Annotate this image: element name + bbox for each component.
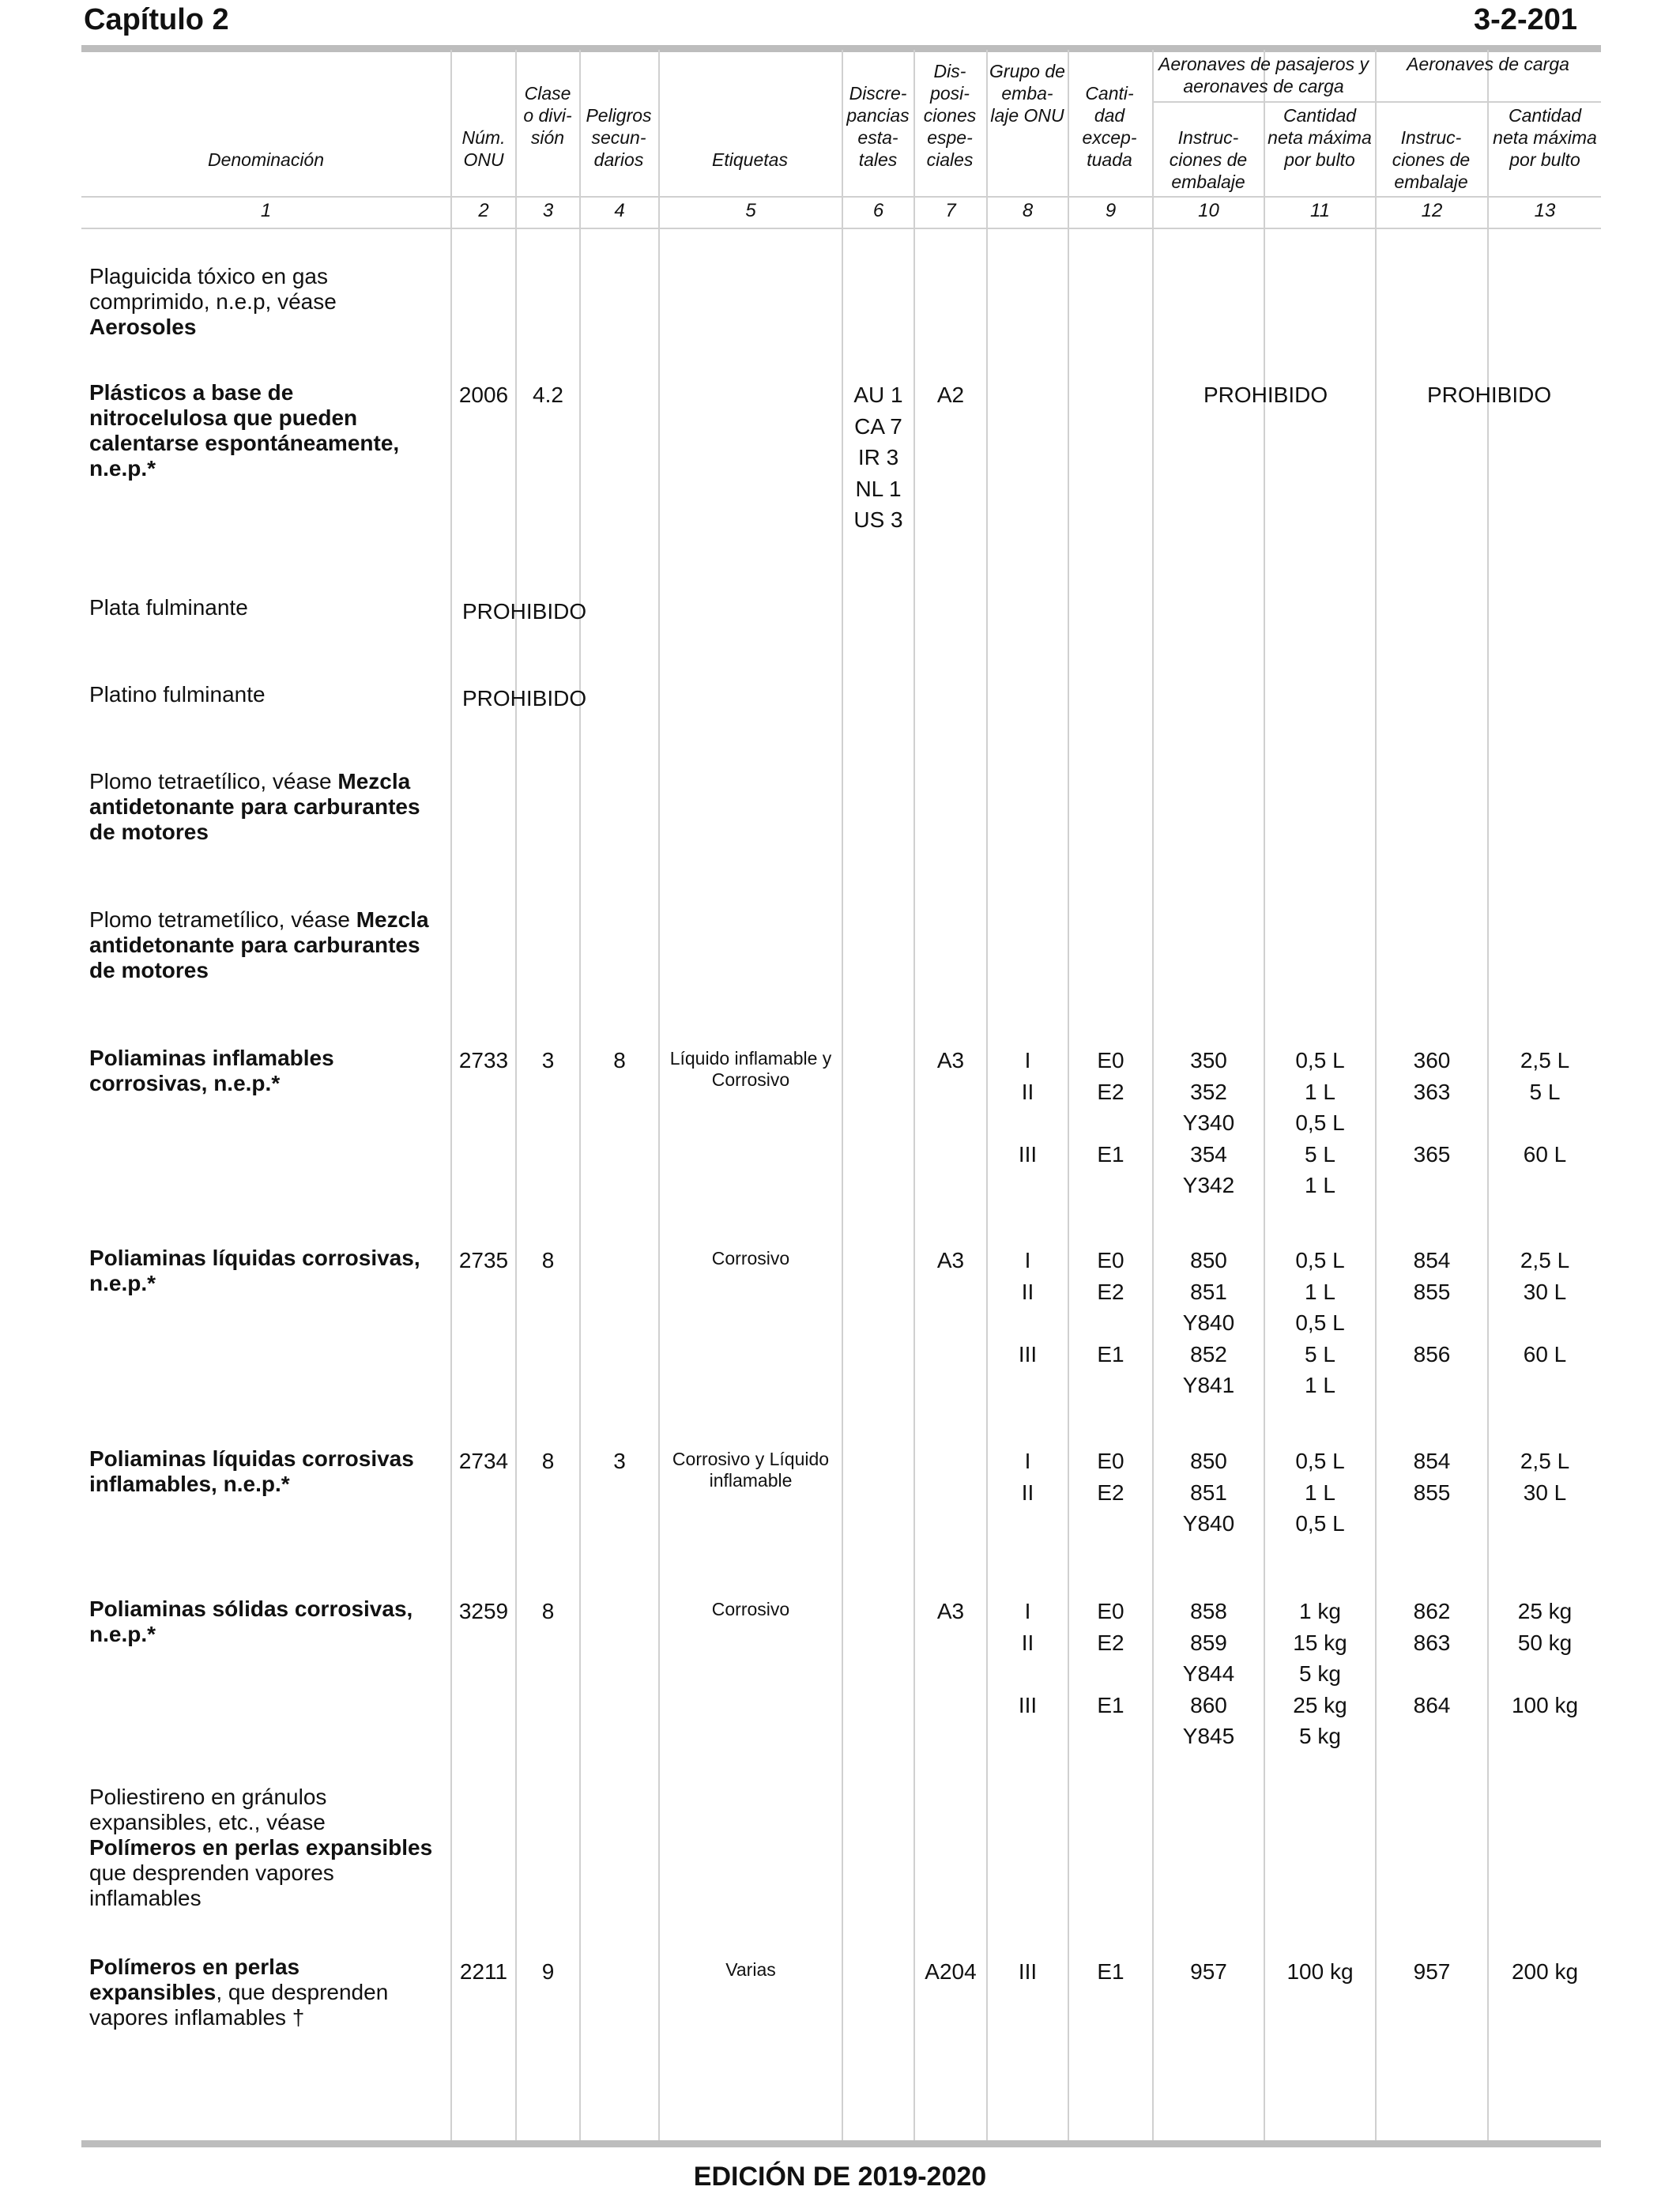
column-number: 7 (945, 200, 956, 221)
max-quantity-cargo: 2,5 L 30 L 60 L (1520, 1248, 1570, 1367)
entry-name-bold: Polímeros en perlas expansibles (89, 1955, 300, 2004)
un-number: 2734 (458, 1449, 509, 1473)
header-denominacion: Denominación (207, 149, 325, 170)
un-number: 2006 (458, 383, 509, 407)
entry-name-bold: Aerosoles (89, 315, 197, 339)
entry-name-plain: Plomo tetrametílico, véase (89, 907, 350, 932)
column-number: 3 (542, 200, 554, 221)
prohibited-cargo: PROHIBIDO (1427, 383, 1552, 407)
hazard-label: Varias (725, 1959, 776, 1980)
edition-footer: EDICIÓN DE 2019-2020 (693, 2162, 987, 2192)
packing-instruction-passenger: 350 352 Y340 354 Y342 (1182, 1048, 1235, 1197)
excepted-quantity: E0 E2 E1 (1097, 1048, 1124, 1167)
column-number: 6 (872, 200, 884, 221)
column-number: 4 (614, 200, 625, 221)
entry-name (89, 1785, 437, 1911)
hazard-label: Corrosivo (711, 1248, 790, 1269)
entry-name-bold: Mezcla antidetonante para carburantes de motores (89, 769, 420, 844)
group-header-cargo: Aeronaves de carga (1407, 54, 1569, 74)
excepted-quantity: E0 E2 (1097, 1449, 1124, 1505)
prohibited-entry: PROHIBIDO (462, 686, 587, 711)
packing-group: I II III (1018, 1248, 1038, 1367)
entry-name-bold: Poliaminas inflamables corrosivas, n.e.p.* (89, 1046, 334, 1095)
entry-name-bold: Mezcla antidetonante para carburantes de motores (89, 907, 429, 982)
max-quantity-passenger: 100 kg (1286, 1959, 1354, 1984)
header-grupo-embalaje: Grupo de emba- laje ONU (989, 61, 1065, 126)
entry-name-plain: Plaguicida tóxico en gas comprimido, n.e.p, véase (89, 264, 337, 314)
bottom-rule (81, 2140, 1601, 2147)
entry-name (89, 1446, 437, 1497)
col-divider (842, 50, 843, 2141)
packing-group: I II III (1018, 1048, 1038, 1167)
packing-instruction-cargo: 862 863 864 (1413, 1599, 1451, 1717)
header-discrepancias: Discre- pancias esta- tales (846, 83, 910, 170)
column-number: 13 (1534, 200, 1556, 221)
entry-name-bold: Poliaminas líquidas corrosivas, n.e.p.* (89, 1246, 420, 1295)
column-number: 1 (260, 200, 272, 221)
max-quantity-cargo: 2,5 L 5 L 60 L (1520, 1048, 1570, 1167)
entry-name-bold: Poliaminas sólidas corrosivas, n.e.p.* (89, 1596, 413, 1646)
max-quantity-cargo: 25 kg 50 kg 100 kg (1511, 1599, 1579, 1717)
col-divider (515, 50, 517, 2141)
prohibited-passenger: PROHIBIDO (1203, 383, 1328, 407)
header-instrucciones-cargo: Instruc- ciones de embalaje (1392, 127, 1471, 192)
header-cantidad-pax: Cantidad neta máxima por bulto (1268, 105, 1372, 170)
entry-name (89, 1596, 437, 1647)
col-divider (450, 50, 452, 2141)
entry-name-plain: Poliestireno en gránulos expansibles, etc., véase (89, 1785, 327, 1834)
packing-instruction-cargo: 854 855 856 (1413, 1248, 1451, 1367)
special-provisions: A3 (936, 1048, 965, 1072)
entry-name (89, 1955, 437, 2030)
entry-name-bold: Polímeros en perlas expansibles (89, 1835, 433, 1860)
packing-instruction-cargo: 360 363 365 (1413, 1048, 1451, 1167)
subsidiary-hazard: 8 (613, 1048, 626, 1072)
group-header-passenger: Aeronaves de pasajeros y aeronaves de carga (1158, 54, 1369, 96)
header-cantidad-exceptuada: Canti- dad excep- tuada (1082, 83, 1137, 170)
col-divider (579, 50, 581, 2141)
column-number: 12 (1421, 200, 1443, 221)
class-division: 8 (541, 1248, 555, 1272)
un-number: 2735 (458, 1248, 509, 1272)
max-quantity-passenger: 0,5 L 1 L 0,5 L 5 L 1 L (1295, 1248, 1345, 1397)
packing-instruction-passenger: 850 851 Y840 (1182, 1449, 1235, 1536)
header-disposiciones: Dis- posi- ciones espe- ciales (923, 61, 977, 170)
group-underline (1152, 101, 1601, 103)
special-provisions: A3 (936, 1248, 965, 1272)
column-number: 2 (478, 200, 489, 221)
class-division: 3 (541, 1048, 555, 1072)
header-etiquetas: Etiquetas (712, 149, 788, 170)
class-division: 8 (541, 1449, 555, 1473)
column-number: 8 (1022, 200, 1034, 221)
header-peligros: Peligros secun- darios (586, 105, 652, 170)
entry-name (89, 907, 437, 983)
special-provisions: A204 (925, 1959, 977, 1984)
packing-group: III (1018, 1959, 1038, 1984)
packing-instruction-passenger: 858 859 Y844 860 Y845 (1182, 1599, 1235, 1748)
class-division: 4.2 (533, 383, 563, 407)
header-rule (81, 196, 1601, 198)
state-variations: AU 1 CA 7 IR 3 NL 1 US 3 (853, 383, 903, 532)
entry-name (89, 682, 437, 707)
un-number: 2211 (459, 1959, 508, 1984)
packing-instruction-cargo: 854 855 (1413, 1449, 1451, 1505)
max-quantity-passenger: 0,5 L 1 L 0,5 L (1295, 1449, 1345, 1536)
entry-name (89, 380, 437, 481)
column-number: 5 (745, 200, 756, 221)
entry-name-bold: Poliaminas líquidas corrosivas inflamables, n.e.p.* (89, 1446, 414, 1496)
column-number: 9 (1105, 200, 1117, 221)
un-number: 2733 (458, 1048, 509, 1072)
column-number-rule (81, 228, 1601, 229)
entry-name (89, 1246, 437, 1296)
max-quantity-cargo: 2,5 L 30 L (1520, 1449, 1570, 1505)
entry-name (89, 595, 437, 620)
prohibited-entry: PROHIBIDO (462, 599, 587, 624)
entry-name-plain: Platino fulminante (89, 682, 266, 707)
column-number: 11 (1310, 200, 1330, 221)
class-division: 8 (541, 1599, 555, 1623)
packing-instruction-cargo: 957 (1413, 1959, 1451, 1984)
packing-group: I II III (1018, 1599, 1038, 1717)
packing-group: I II (1021, 1449, 1034, 1505)
hazard-label: Líquido inflamable y Corrosivo (669, 1048, 832, 1090)
entry-name-bold: Plásticos a base de nitrocelulosa que pueden calentarse espontáneamente, n.e.p.* (89, 380, 400, 481)
entry-name-plain: Plata fulminante (89, 595, 248, 620)
max-quantity-cargo: 200 kg (1511, 1959, 1579, 1984)
excepted-quantity: E0 E2 E1 (1097, 1248, 1124, 1367)
max-quantity-passenger: 1 kg 15 kg 5 kg 25 kg 5 kg (1293, 1599, 1347, 1748)
packing-instruction-passenger: 957 (1190, 1959, 1227, 1984)
entry-name (89, 264, 437, 340)
subsidiary-hazard: 3 (613, 1449, 626, 1473)
entry-name-tail: que desprenden vapores inflamables (89, 1860, 334, 1910)
hazard-label: Corrosivo (711, 1599, 790, 1619)
header-instrucciones-pax: Instruc- ciones de embalaje (1169, 127, 1248, 192)
col-divider (658, 50, 660, 2141)
packing-instruction-passenger: 850 851 Y840 852 Y841 (1182, 1248, 1235, 1397)
class-division: 9 (541, 1959, 555, 1984)
hazard-label: Corrosivo y Líquido inflamable (672, 1449, 830, 1491)
special-provisions: A2 (936, 383, 965, 407)
entry-name (89, 769, 437, 845)
page-number: 3-2-201 (1474, 3, 1577, 36)
header-clase: Clase o divi- sión (523, 83, 572, 148)
excepted-quantity: E1 (1097, 1959, 1124, 1984)
un-number: 3259 (458, 1599, 509, 1623)
entry-name-plain: Plomo tetraetílico, véase (89, 769, 332, 794)
entry-name-tail: , que desprenden vapores inflamables † (89, 1980, 389, 2030)
chapter-title: Capítulo 2 (84, 3, 229, 36)
excepted-quantity: E0 E2 E1 (1097, 1599, 1124, 1717)
header-num-onu: Núm. ONU (461, 127, 506, 170)
special-provisions: A3 (936, 1599, 965, 1623)
max-quantity-passenger: 0,5 L 1 L 0,5 L 5 L 1 L (1295, 1048, 1345, 1197)
entry-name (89, 1046, 437, 1096)
col-divider (913, 50, 915, 2141)
column-number: 10 (1198, 200, 1219, 221)
header-cantidad-cargo: Cantidad neta máxima por bulto (1493, 105, 1597, 170)
